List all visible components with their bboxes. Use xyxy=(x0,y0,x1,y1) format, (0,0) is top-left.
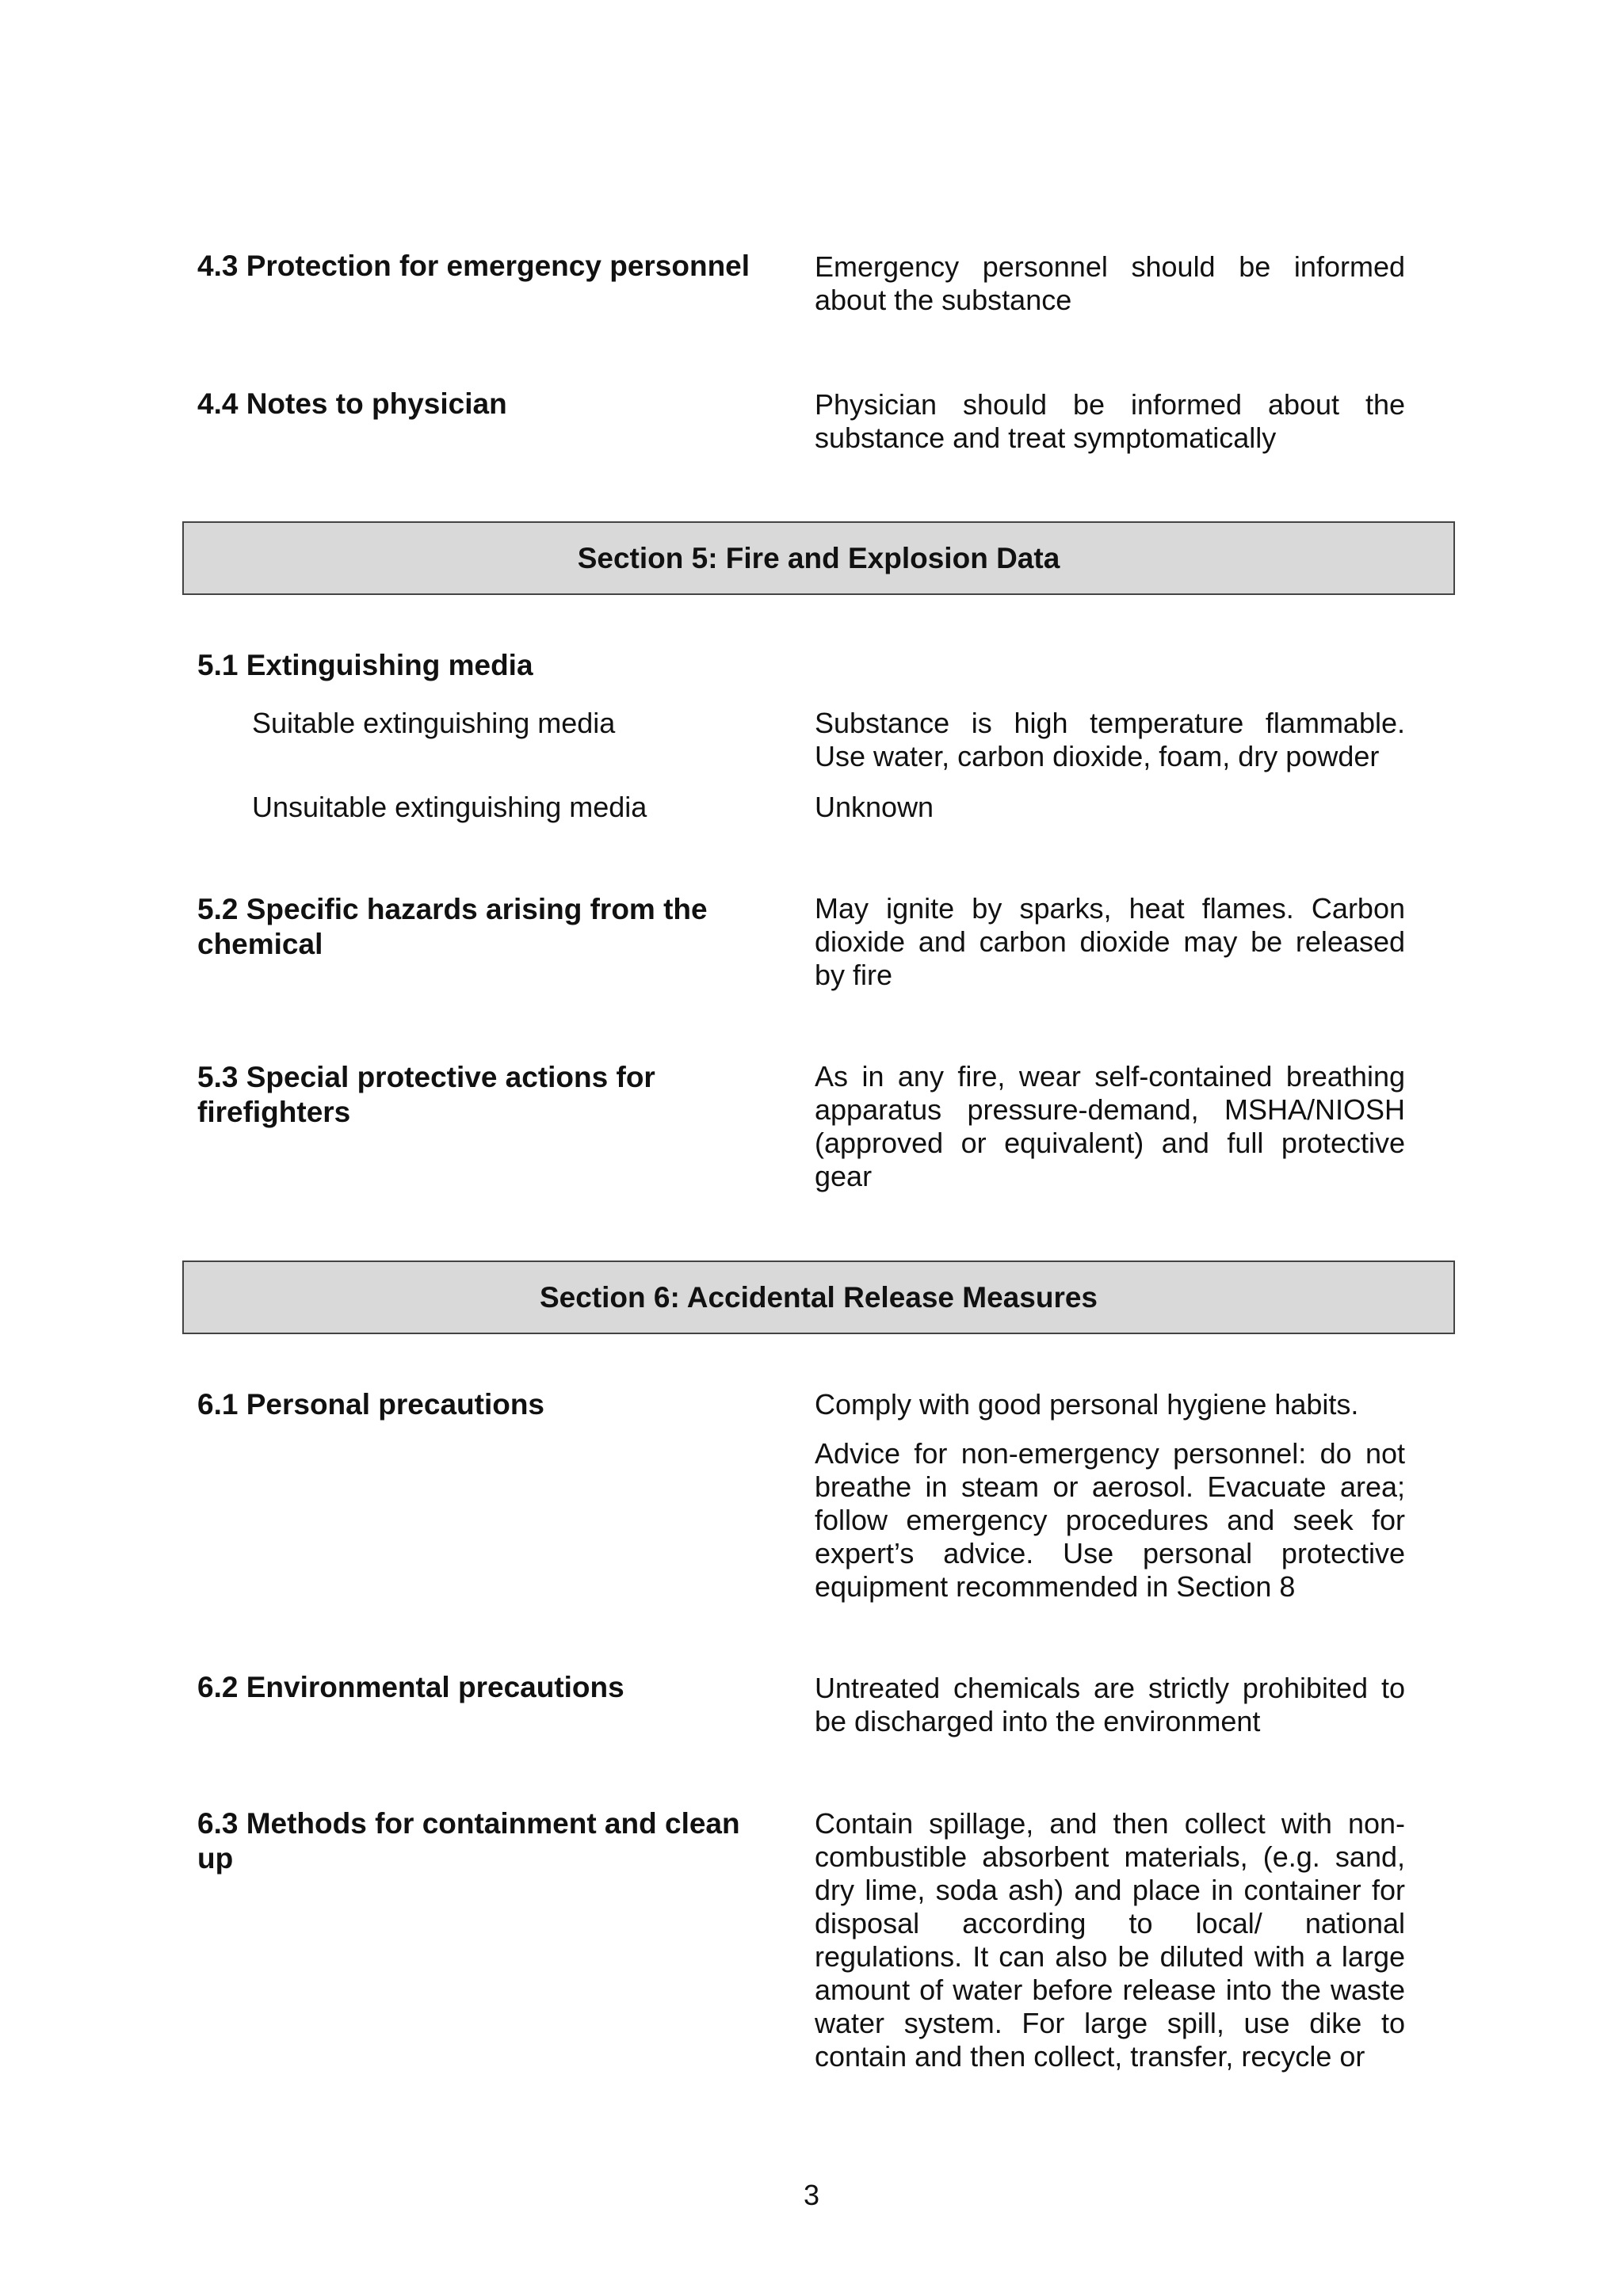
text-4-4: Physician should be informed about the substance and treat symptomatically xyxy=(815,388,1405,454)
text-6-1-a: Comply with good personal hygiene habits. xyxy=(815,1388,1359,1421)
heading-5-2: 5.2 Specific hazards arising from the chemical xyxy=(197,893,708,960)
heading-4-3: 4.3 Protection for emergency personnel xyxy=(197,250,750,282)
unsuitable-media-label: Unsuitable extinguishing media xyxy=(252,791,647,823)
page-number: 3 xyxy=(803,2179,820,2211)
text-6-3: Contain spillage, and then collect with non-combustible absorbent materials, (e.g. sand, dry lime, soda ash) and place in container for disposal according to local/ national regulations. It can also be diluted with a large amount of water before release into the waste water system. For large spill, use dike to contain and then collect, transfer, recycle or xyxy=(815,1807,1405,2073)
text-6-2: Untreated chemicals are strictly prohibited to be discharged into the environment xyxy=(815,1672,1405,1737)
text-5-3: As in any fire, wear self-contained breathing apparatus pressure-demand, MSHA/NIOSH (approved or equivalent) and full protective gear xyxy=(815,1060,1405,1192)
section-5-title: Section 5: Fire and Explosion Data xyxy=(577,541,1060,574)
text-5-2: May ignite by sparks, heat flames. Carbon dioxide and carbon dioxide may be released by fire xyxy=(815,892,1405,991)
heading-5-3: 5.3 Special protective actions for firefighters xyxy=(197,1061,655,1128)
heading-6-3: 6.3 Methods for containment and clean up xyxy=(197,1807,740,1875)
text-6-1-b: Advice for non-emergency personnel: do not breathe in steam or aerosol. Evacuate area; follow emergency procedures and seek for expert’s advice. Use personal protective equipment recommended in Section 8 xyxy=(815,1437,1405,1603)
section-6-banner xyxy=(182,1261,1455,1334)
suitable-media-value: Substance is high temperature flammable. Use water, carbon dioxide, foam, dry powder xyxy=(815,707,1405,772)
heading-4-4: 4.4 Notes to physician xyxy=(197,387,507,420)
section-6-title: Section 6: Accidental Release Measures xyxy=(540,1280,1098,1314)
suitable-media-label: Suitable extinguishing media xyxy=(252,707,616,739)
heading-6-2: 6.2 Environmental precautions xyxy=(197,1671,624,1703)
heading-6-1: 6.1 Personal precautions xyxy=(197,1388,545,1421)
text-4-3: Emergency personnel should be informed about the substance xyxy=(815,250,1405,316)
unsuitable-media-value: Unknown xyxy=(815,791,934,823)
section-5-banner xyxy=(182,521,1455,595)
heading-5-1: 5.1 Extinguishing media xyxy=(197,649,533,681)
